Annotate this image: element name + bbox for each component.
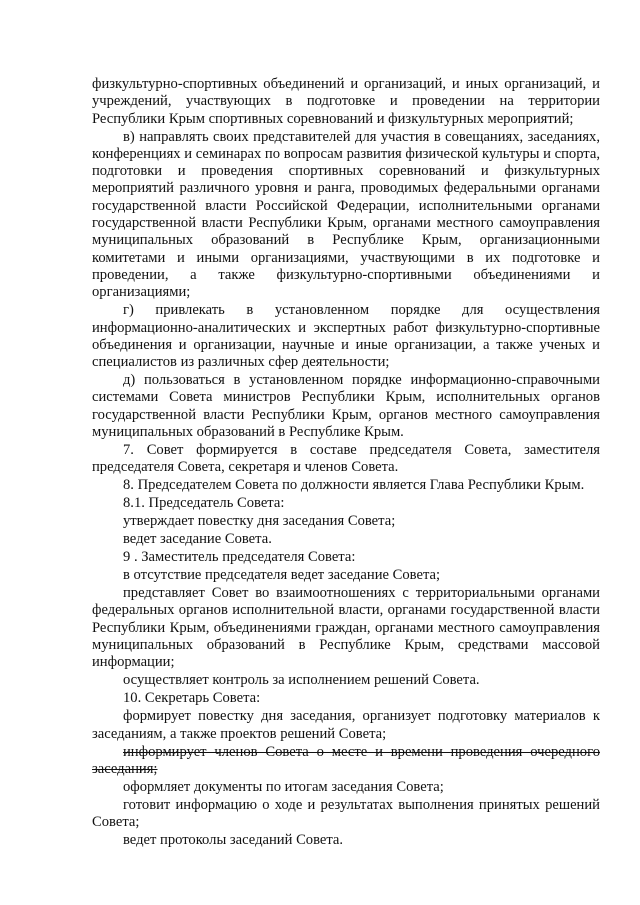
paragraph-section-10: 10. Секретарь Совета: [123, 690, 261, 707]
paragraph-section-8: 8. Председателем Совета по должности является Глава Республики Крым. [123, 477, 585, 494]
paragraph-section-7: 7. Совет формируется в составе председателя Совета, заместителя председателя Совета, секретаря и членов Совета. [92, 441, 600, 476]
paragraph-item-v: в) направлять своих представителей для участия в совещаниях, заседаниях, конференциях и семинарах по вопросам развития физической культуры и спорта, подготовки и проведения спортивных соревнований и физкультурных мероприятий различного уровня и ранга, проводимых федеральными органами государственной власти Российской Федерации, исполнительными органами государственной власти Республики Крым, органами местного самоуправления муниципальных образований в Республике Крым, организационными комитетами и иными организациями, участвующими в их подготовке и проведении, а также физкультурно-спортивными объединениями и организациями; [92, 128, 600, 301]
paragraph-chairman-duty-1: утверждает повестку дня заседания Совета; [123, 513, 396, 530]
paragraph-item-d: д) пользоваться в установленном порядке информационно-справочными системами Совета министров Республики Крым, исполнительных органов государственной власти Республики Крым, органов местного самоуправления муниципальных образований в Республике Крым. [92, 372, 600, 440]
paragraph-secretary-duty-5: ведет протоколы заседаний Совета. [123, 832, 344, 849]
paragraph-section-9: 9 . Заместитель председателя Совета: [123, 549, 356, 566]
paragraph-continuation: физкультурно-спортивных объединений и организаций, и иных организаций, и учреждений, участвующих в подготовке и проведении на территории Республики Крым спортивных соревнований и физкультурных мероприятий; [92, 76, 600, 127]
paragraph-item-g: г) привлекать в установленном порядке для осуществления информационно-аналитических и экспертных работ физкультурно-спортивные объединения и организации, научные и иные организации, а также ученых и специалистов из различных сфер деятельности; [92, 302, 600, 371]
paragraph-deputy-duty-3: осуществляет контроль за исполнением решений Совета. [123, 672, 480, 689]
paragraph-secretary-duty-3: оформляет документы по итогам заседания Совета; [123, 778, 444, 795]
paragraph-section-8-1: 8.1. Председатель Совета: [123, 495, 285, 512]
paragraph-secretary-duty-2-struck: информирует членов Совета о месте и времени проведения очередного заседания; [92, 743, 600, 777]
paragraph-chairman-duty-2: ведет заседание Совета. [123, 531, 272, 548]
paragraph-secretary-duty-4: готовит информацию о ходе и результатах выполнения принятых решений Совета; [92, 796, 600, 831]
paragraph-deputy-duty-1: в отсутствие председателя ведет заседание Совета; [123, 567, 441, 584]
paragraph-secretary-duty-1: формирует повестку дня заседания, организует подготовку материалов к заседаниям, а также проектов решений Совета; [92, 708, 600, 742]
document-body [92, 76, 600, 849]
paragraph-deputy-duty-2: представляет Совет во взаимоотношениях с территориальными органами федеральных органов исполнительной власти, органами государственной власти Республики Крым, объединениями граждан, органами местного самоуправления муниципальных образований в Республике Крым, средствами массовой информации; [92, 585, 600, 671]
